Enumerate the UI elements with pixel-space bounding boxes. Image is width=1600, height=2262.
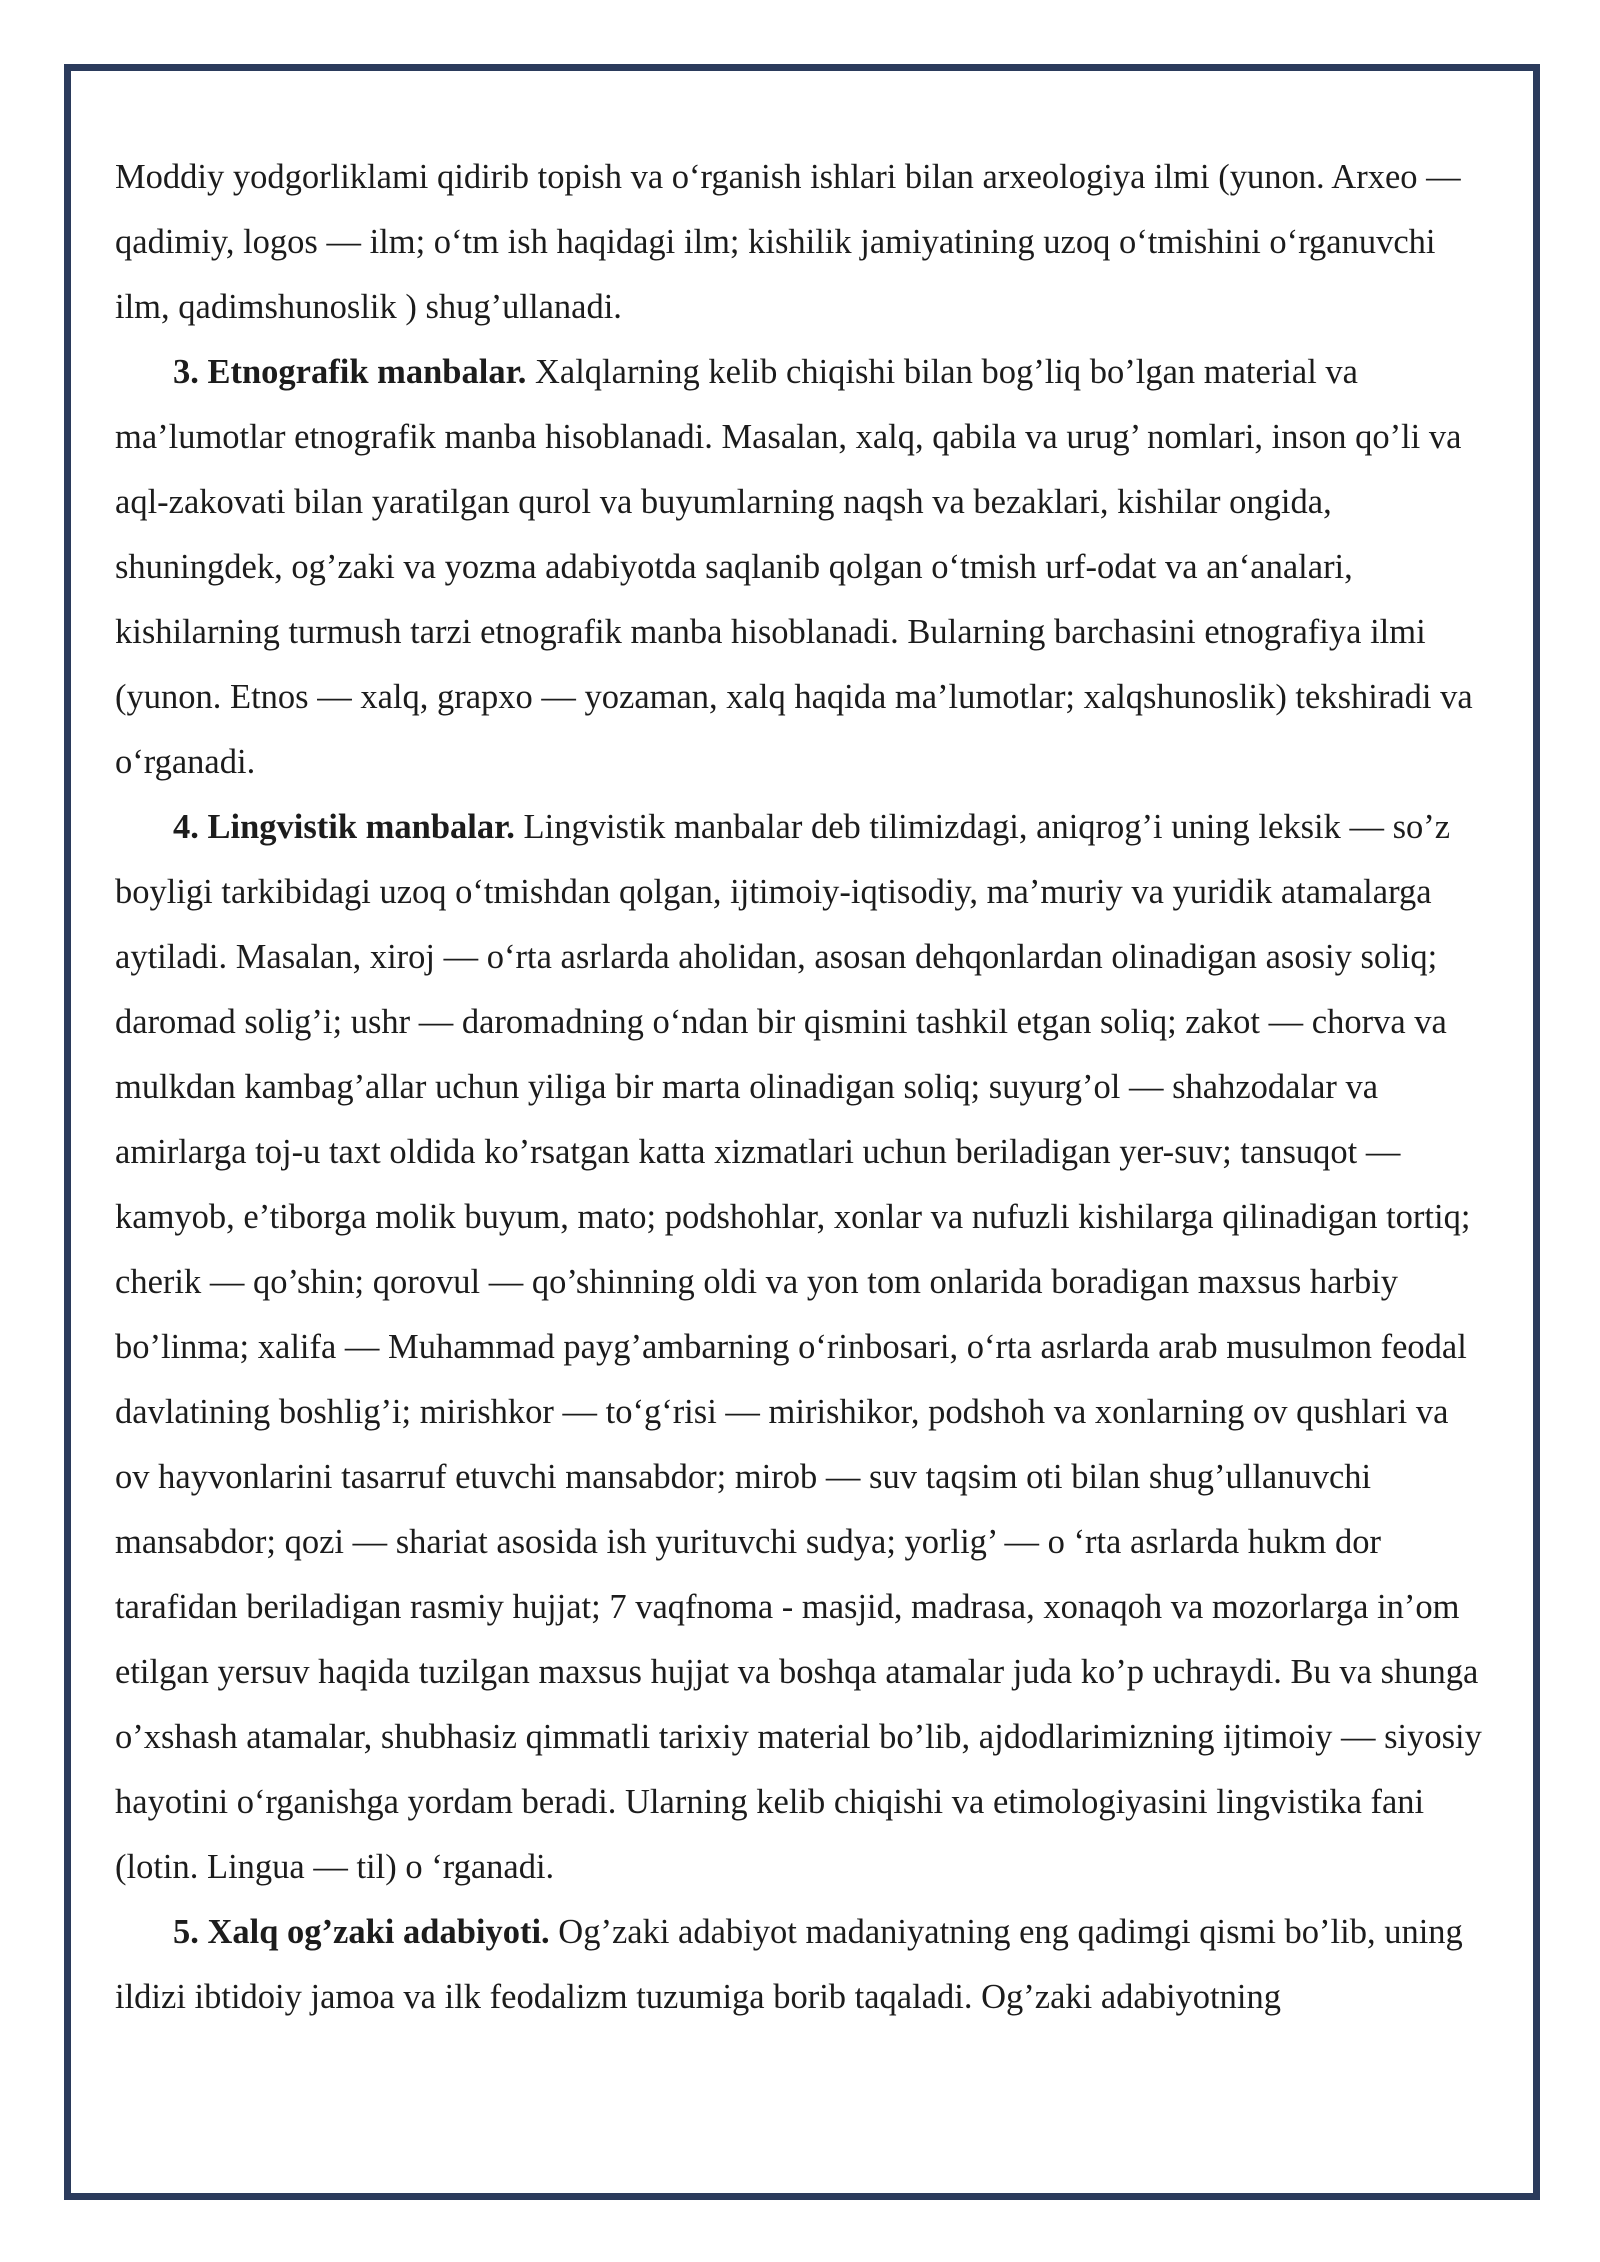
paragraph-text: Xalqlarning kelib chiqishi bilan bog’liq bo’lgan material va ma’lumotlar etnografik manba hisoblanadi. Masalan, xalq, qabila va urug’ nomlari, inson qo’li va aql-zakovati bilan yaratilgan qurol va buyumlarning naqsh va bezaklari, kishilar ongida, shuningdek, og’zaki va yozma adabiyotda saqlanib qolgan o‘tmish urf-odat va an‘analari, kishilarning turmush tarzi etnografik manba hisoblanadi. Bularning barchasini etnografiya ilmi (yunon. Etnos — xalq, grapxo — yozaman, xalq haqida ma’lumotlar; xalqshunoslik) tekshiradi va o‘rganadi. bbox=[115, 353, 1473, 781]
paragraph-ethnographic-sources bbox=[115, 340, 1490, 795]
document-body bbox=[115, 145, 1490, 2030]
paragraph-text: Og’zaki adabiyot madaniyatning eng qadimgi qismi bo’lib, uning ildizi ibtidoiy jamoa va ilk feodalizm tuzumiga borib taqaladi. Og’zaki adabiyotning bbox=[115, 1913, 1463, 2016]
paragraph-text: Lingvistik manbalar deb tilimizdagi, aniqrog’i uning leksik — so’z boyligi tarkibidagi uzoq o‘tmishdan qolgan, ijtimoiy-iqtisodiy, ma’muriy va yuridik atamalarga aytiladi. Masalan, xiroj — o‘rta asrlarda aholidan, asosan dehqonlardan olinadigan asosiy soliq; daromad solig’i; ushr — daromadning o‘ndan bir qismini tashkil etgan soliq; zakot — chorva va mulkdan kambag’allar uchun yiliga bir marta olinadigan soliq; suyurg’ol — shahzodalar va amirlarga toj-u taxt oldida ko’rsatgan katta xizmatlari uchun beriladigan yer-suv; tansuqot — kamyob, e’tiborga molik buyum, mato; podshohlar, xonlar va nufuzli kishilarga qilinadigan tortiq; cherik — qo’shin; qorovul — qo’shinning oldi va yon tom onlarida boradigan maxsus harbiy bo’linma; xalifa — Muhammad payg’ambarning o‘rinbosari, o‘rta asrlarda arab musulmon feodal davlatining boshlig’i; mirishkor — to‘g‘risi — mirishikor, podshoh va xonlarning ov qushlari va ov hayvonlarini tasarruf etuvchi mansabdor; mirob — suv taqsim oti bilan shug’ullanuvchi mansabdor; qozi — shariat asosida ish yurituvchi sudya; yorlig’ — o ‘rta asrlarda hukm dor tarafidan beriladigan rasmiy hujjat; 7 vaqfnoma - masjid, madrasa, xonaqoh va mozorlarga in’om etilgan yersuv haqida tuzilgan maxsus hujjat va boshqa atamalar juda ko’p uchraydi. Bu va shunga o’xshash atamalar, shubhasiz qimmatli tarixiy material bo’lib, ajdodlarimizning ijtimoiy — siyosiy hayotini o‘rganishga yordam beradi. Ularning kelib chiqishi va etimologiyasini lingvistika fani (lotin. Lingua — til) o ‘rganadi. bbox=[115, 808, 1482, 1886]
paragraph-oral-literature bbox=[115, 1900, 1490, 2030]
section-heading: 5. Xalq og’zaki adabiyoti. bbox=[173, 1913, 550, 1951]
paragraph-archaeology bbox=[115, 145, 1490, 340]
paragraph-linguistic-sources bbox=[115, 795, 1490, 1900]
paragraph-text: Moddiy yodgorliklami qidirib topish va o‘rganish ishlari bilan arxeologiya ilmi (yunon. Arxeo — qadimiy, logos — ilm; o‘tm ish haqidagi ilm; kishilik jamiyatining uzoq o‘tmishini o‘rganuvchi ilm, qadimshunoslik ) shug’ullanadi. bbox=[115, 158, 1461, 326]
section-heading: 3. Etnografik manbalar. bbox=[173, 353, 527, 391]
section-heading: 4. Lingvistik manbalar. bbox=[173, 808, 515, 846]
